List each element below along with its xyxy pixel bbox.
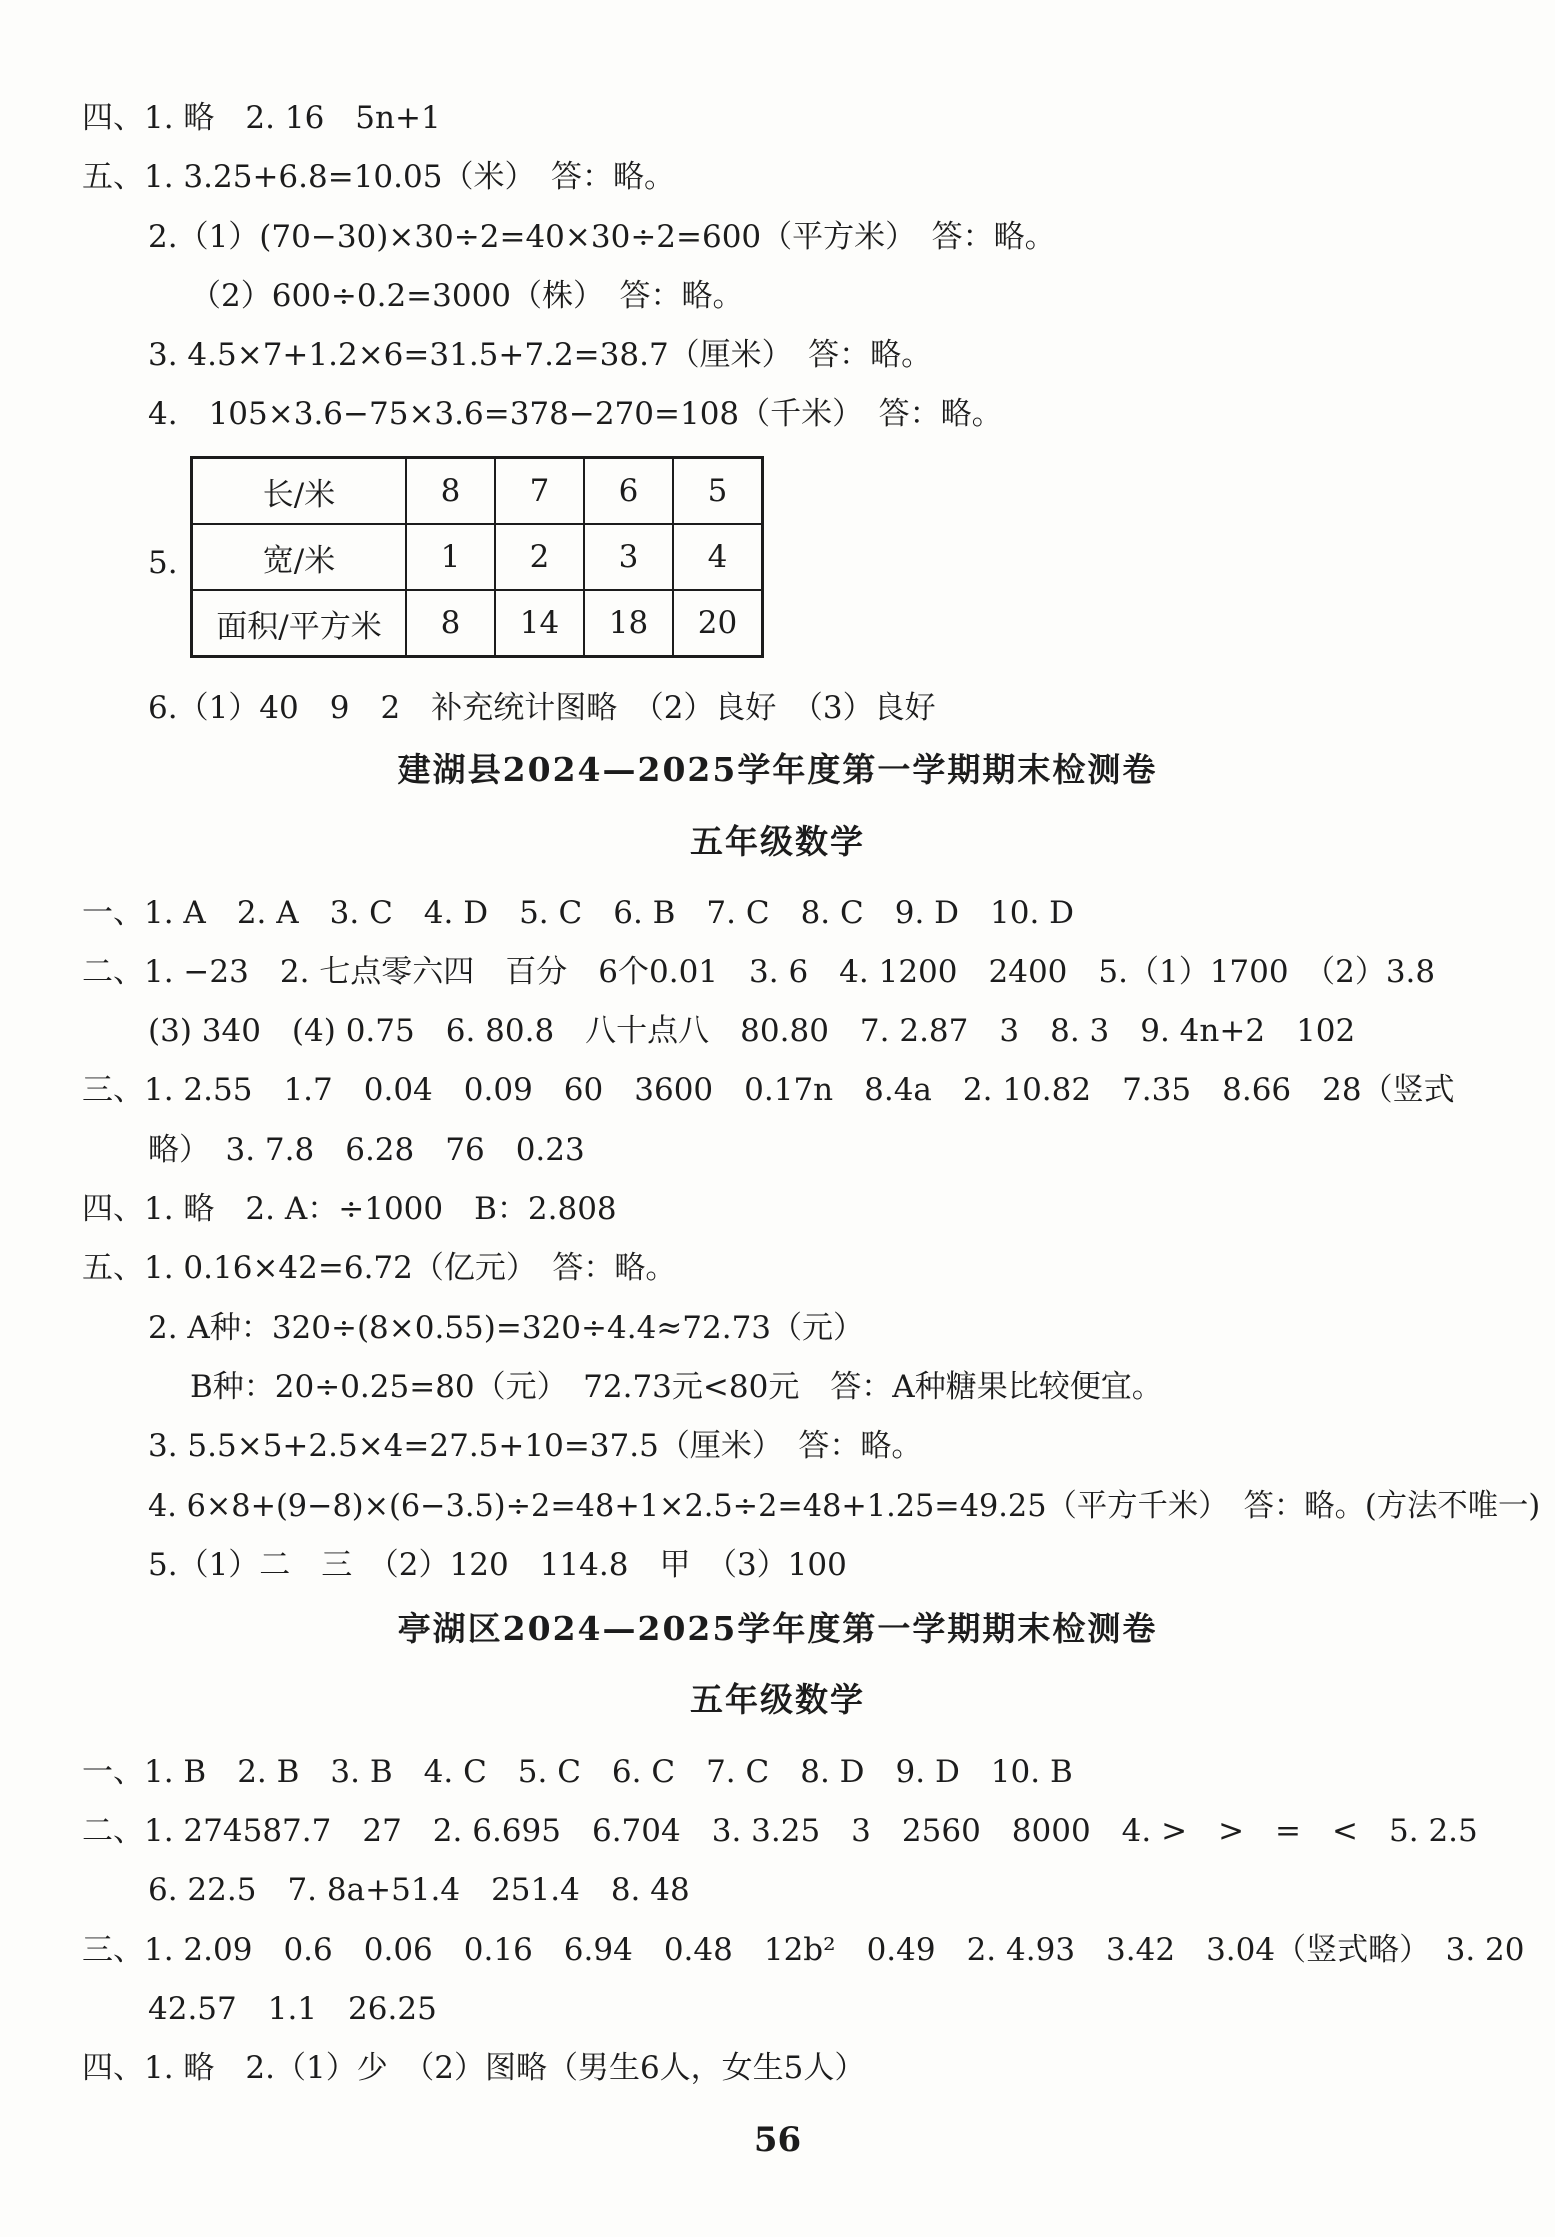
answer-line: 三、1. 2.55 1.7 0.04 0.09 60 3600 0.17n 8.4a 2. 10.82 7.35 8.66 28（竖式 [82, 1072, 1455, 1108]
row-header: 长/米 [192, 458, 407, 525]
answer-line: 6. 22.5 7. 8a+51.4 251.4 8. 48 [148, 1872, 690, 1908]
table-cell: 3 [584, 524, 673, 590]
table-cell: 2 [495, 524, 584, 590]
table-row [192, 524, 763, 590]
table-cell: 8 [406, 458, 495, 525]
answer-line: 四、1. 略 2. 16 5n+1 [82, 100, 441, 136]
table-cell: 5 [673, 458, 763, 525]
answer-line: 二、1. −23 2. 七点零六四 百分 6个0.01 3. 6 4. 1200 2400 5.（1）1700 （2）3.8 [82, 954, 1436, 990]
answer-line: 42.57 1.1 26.25 [148, 1991, 437, 2027]
table-cell: 6 [584, 458, 673, 525]
answer-line: 五、1. 0.16×42=6.72（亿元） 答：略。 [82, 1250, 677, 1286]
answer-line: 3. 5.5×5+2.5×4=27.5+10=37.5（厘米） 答：略。 [148, 1428, 923, 1464]
answer-line: 五、1. 3.25+6.8=10.05（米） 答：略。 [82, 159, 675, 195]
row-header: 宽/米 [192, 524, 407, 590]
section-title: 亭湖区2024—2025学年度第一学期期末检测卷 [397, 1609, 1158, 1648]
table-cell: 1 [406, 524, 495, 590]
section-subtitle: 五年级数学 [690, 822, 865, 861]
answer-line: （2）600÷0.2=3000（株） 答：略。 [190, 278, 744, 314]
answer-line: 二、1. 274587.7 27 2. 6.695 6.704 3. 3.25 3 2560 8000 4. > > = < 5. 2.5 [82, 1813, 1478, 1849]
answer-line: 4. 105×3.6−75×3.6=378−270=108（千米） 答：略。 [148, 396, 1003, 432]
answer-line: 2.（1）(70−30)×30÷2=40×30÷2=600（平方米） 答：略。 [148, 219, 1056, 255]
answer-line: 2. A种：320÷(8×0.55)=320÷4.4≈72.73（元） [148, 1310, 865, 1346]
answer-line: 四、1. 略 2.（1）少 （2）图略（男生6人，女生5人） [82, 2050, 866, 2086]
table-cell: 7 [495, 458, 584, 525]
table-cell: 18 [584, 590, 673, 657]
answer-line: 一、1. A 2. A 3. C 4. D 5. C 6. B 7. C 8. C 9. D 10. D [82, 895, 1075, 931]
page-number: 56 [753, 2120, 802, 2160]
table-row [192, 458, 763, 525]
table-cell: 8 [406, 590, 495, 657]
table-row [192, 590, 763, 657]
answer-line: 3. 4.5×7+1.2×6=31.5+7.2=38.7（厘米） 答：略。 [148, 337, 933, 373]
question-5-label: 5. [148, 545, 178, 581]
answer-line: 略） 3. 7.8 6.28 76 0.23 [148, 1132, 585, 1168]
table-cell: 20 [673, 590, 763, 657]
answer-line: 四、1. 略 2. A：÷1000 B：2.808 [82, 1191, 617, 1227]
dimension-table [190, 456, 764, 658]
answer-line: 5.（1）二 三 （2）120 114.8 甲 （3）100 [148, 1547, 847, 1583]
answer-line: (3) 340 (4) 0.75 6. 80.8 八十点八 80.80 7. 2.87 3 8. 3 9. 4n+2 102 [148, 1013, 1356, 1049]
answer-line: 6.（1）40 9 2 补充统计图略 （2）良好 （3）良好 [148, 690, 936, 726]
section-subtitle: 五年级数学 [690, 1680, 865, 1719]
table-cell: 4 [673, 524, 763, 590]
section-title: 建湖县2024—2025学年度第一学期期末检测卷 [397, 750, 1158, 789]
answer-line: B种：20÷0.25=80（元） 72.73元<80元 答：A种糖果比较便宜。 [190, 1369, 1163, 1405]
answer-line: 三、1. 2.09 0.6 0.06 0.16 6.94 0.48 12b² 0.49 2. 4.93 3.42 3.04（竖式略） 3. 20 [82, 1932, 1525, 1968]
table-cell: 14 [495, 590, 584, 657]
answer-line: 一、1. B 2. B 3. B 4. C 5. C 6. C 7. C 8. D 9. D 10. B [82, 1754, 1073, 1790]
answer-line: 4. 6×8+(9−8)×(6−3.5)÷2=48+1×2.5÷2=48+1.25=49.25（平方千米） 答：略。(方法不唯一) [148, 1488, 1541, 1524]
row-header: 面积/平方米 [192, 590, 407, 657]
